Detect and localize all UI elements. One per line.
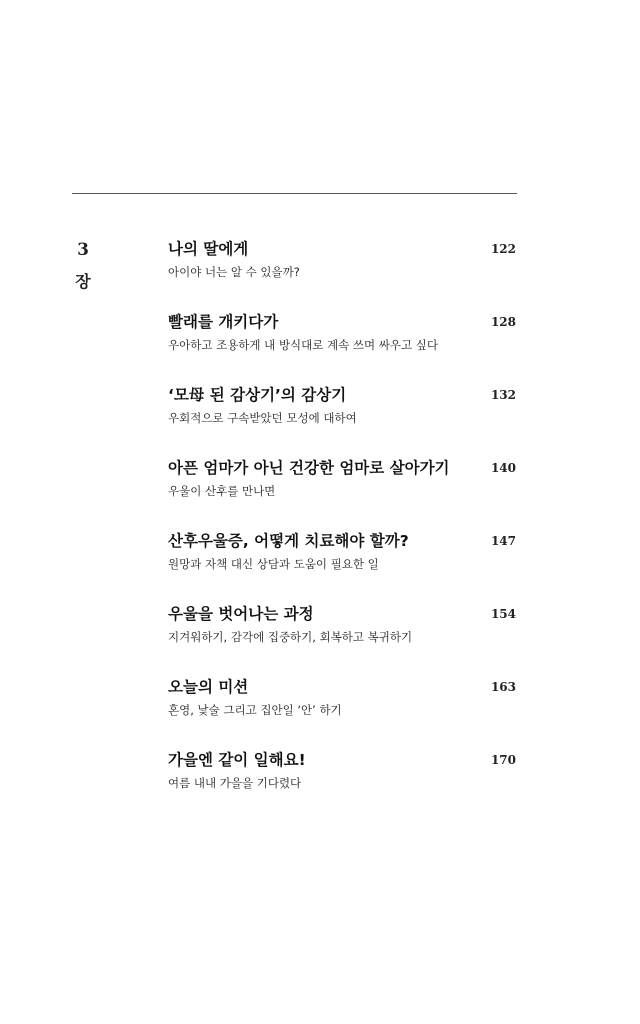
entry-subtitle: 우회적으로 구속받았던 모성에 대하여 bbox=[168, 411, 357, 425]
toc-entry bbox=[168, 238, 518, 311]
entry-title: 나의 딸에게 bbox=[168, 240, 249, 258]
entry-subtitle: 아이야 너는 알 수 있을까? bbox=[168, 265, 300, 279]
table-of-contents bbox=[168, 238, 518, 822]
header-rule bbox=[72, 193, 517, 194]
entry-page-number: 170 bbox=[490, 753, 516, 767]
entry-title: 빨래를 개키다가 bbox=[168, 313, 279, 331]
entry-subtitle: 여름 내내 가을을 기다렸다 bbox=[168, 776, 302, 790]
toc-entry bbox=[168, 749, 518, 822]
toc-entry bbox=[168, 603, 518, 676]
entry-page-number: 128 bbox=[490, 315, 516, 329]
entry-page-number: 163 bbox=[490, 680, 516, 694]
toc-entry bbox=[168, 384, 518, 457]
entry-page-number: 122 bbox=[490, 242, 516, 256]
entry-page-number: 140 bbox=[490, 461, 516, 475]
toc-entry bbox=[168, 311, 518, 384]
toc-entry bbox=[168, 457, 518, 530]
entry-subtitle: 원망과 자책 대신 상담과 도움이 필요한 일 bbox=[168, 557, 379, 571]
entry-subtitle: 지겨워하기, 감각에 집중하기, 회복하고 복귀하기 bbox=[168, 630, 413, 644]
entry-title: ‘모母 된 감상기’의 감상기 bbox=[168, 386, 347, 404]
entry-title: 우울을 벗어나는 과정 bbox=[168, 605, 314, 623]
chapter-number: 3 bbox=[77, 240, 89, 260]
entry-subtitle: 우아하고 조용하게 내 방식대로 계속 쓰며 싸우고 싶다 bbox=[168, 338, 438, 352]
entry-page-number: 132 bbox=[490, 388, 516, 402]
entry-title: 가을엔 같이 일해요! bbox=[168, 751, 306, 769]
entry-title: 오늘의 미션 bbox=[168, 678, 249, 696]
entry-page-number: 147 bbox=[490, 534, 516, 548]
entry-title: 산후우울증, 어떻게 치료해야 할까? bbox=[168, 532, 409, 550]
entry-page-number: 154 bbox=[490, 607, 516, 621]
toc-entry bbox=[168, 676, 518, 749]
chapter-heading bbox=[72, 240, 94, 292]
entry-subtitle: 혼영, 낯술 그리고 집안일 ‘안’ 하기 bbox=[168, 703, 342, 717]
entry-title: 아픈 엄마가 아닌 건강한 엄마로 살아가기 bbox=[168, 459, 450, 477]
chapter-label: 장 bbox=[75, 272, 91, 291]
entry-subtitle: 우울이 산후를 만나면 bbox=[168, 484, 276, 498]
toc-entry bbox=[168, 530, 518, 603]
